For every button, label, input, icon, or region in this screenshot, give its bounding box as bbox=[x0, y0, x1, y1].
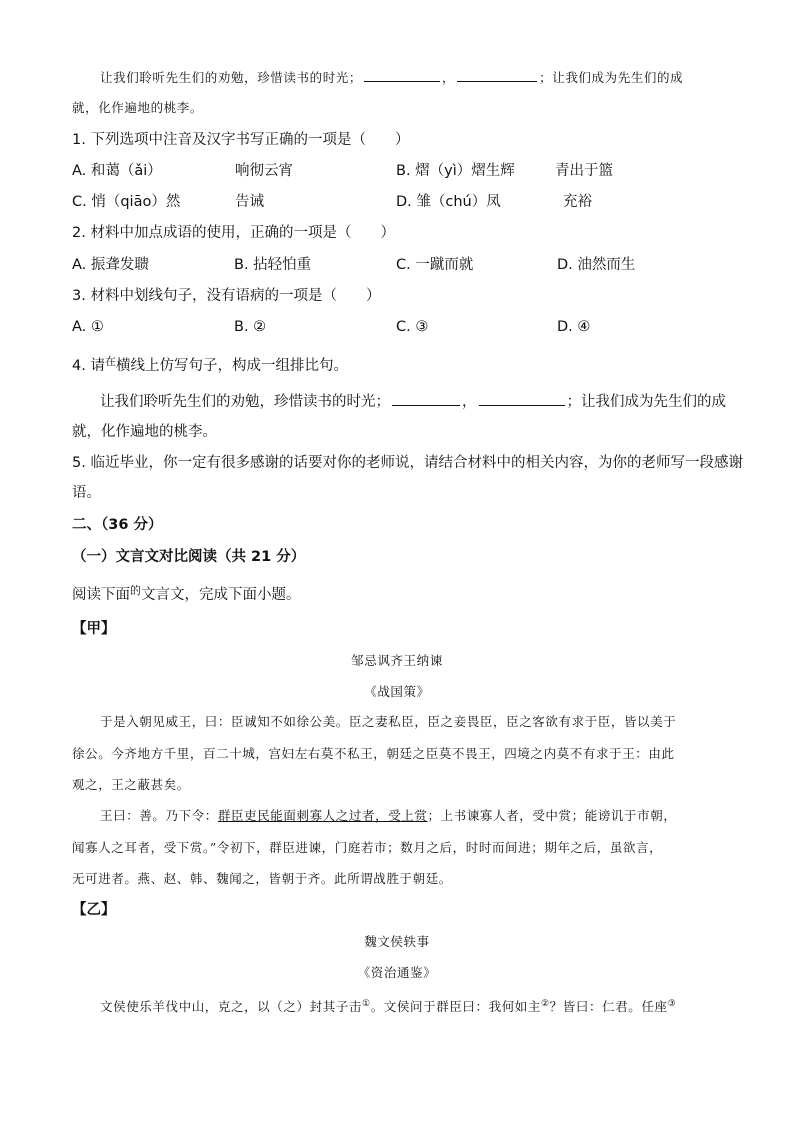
q4-stem-part: 4. 请 bbox=[72, 358, 105, 374]
question-2-stem: 2. 材料中加点成语的使用，正确的一项是（ ） bbox=[72, 225, 395, 241]
q1-option-a-word: 响彻云宵 bbox=[235, 163, 293, 179]
passage-jia-line-3: 观之，王之蔽甚矣。 bbox=[72, 777, 190, 792]
q4-stem-small: 在 bbox=[104, 355, 116, 368]
q1-option-d: D. 雏（chú）凤 bbox=[396, 194, 501, 210]
passage-yi-line-1 bbox=[100, 994, 676, 1017]
answer-blank bbox=[479, 391, 565, 406]
q1-option-c-word: 告诫 bbox=[235, 194, 264, 210]
yi-text: 文侯使乐羊伐中山，克之，以（之）封其子击 bbox=[100, 999, 363, 1015]
passage-yi-title: 魏文侯轶事 bbox=[364, 934, 430, 949]
yi-text: ？皆曰：仁君。任座 bbox=[549, 999, 668, 1015]
passage-jia-line-6: 无可进者。燕、赵、韩、魏闻之，皆朝于齐。此所谓战胜于朝廷。 bbox=[72, 871, 452, 886]
jia-underlined-text: 群臣吏民能面刺寡人之过者，受上赏 bbox=[217, 808, 428, 823]
q3-option-a: A. ① bbox=[72, 319, 104, 335]
intro-line-1: 让我们聆听先生们的劝勉，珍惜读书的时光； ， ；让我们成为先生们的成 bbox=[100, 67, 683, 88]
question-4-stem bbox=[72, 356, 348, 377]
passage-jia-line-2: 徐公。今齐地方千里，百二十城，宫妇左右莫不私王，朝廷之臣莫不畏王，四境之内莫不有求于王：由此 bbox=[72, 746, 675, 761]
passage-yi-source: 《资治通鉴》 bbox=[357, 965, 437, 980]
q4-text-b: ；让我们成为先生们的成 bbox=[566, 394, 726, 410]
q3-option-b: B. ② bbox=[234, 319, 267, 335]
q4-prompt-line-1: 让我们聆听先生们的劝勉，珍惜读书的时光； ， ；让我们成为先生们的成 bbox=[100, 391, 726, 412]
q2-option-a: A. 振聋发聩 bbox=[72, 257, 149, 273]
question-3-stem: 3. 材料中划线句子，没有语病的一项是（ ） bbox=[72, 288, 381, 304]
q3-option-d: D. ④ bbox=[557, 319, 591, 335]
jia-text: ；上书谏寡人者，受中赏；能谤讥于市朝， bbox=[427, 808, 677, 823]
jia-text: 王曰：善。乃下令： bbox=[100, 808, 218, 823]
q1-option-c: C. 悄（qiāo）然 bbox=[72, 194, 181, 210]
q4-text-a: 让我们聆听先生们的劝勉，珍惜读书的时光； bbox=[100, 394, 390, 410]
passage-jia-source: 《战国策》 bbox=[364, 684, 430, 699]
passage-yi-label: 【乙】 bbox=[72, 902, 116, 918]
answer-blank bbox=[457, 67, 537, 82]
q2-option-c: C. 一蹴而就 bbox=[396, 257, 474, 273]
instr-small: 的 bbox=[130, 584, 141, 597]
passage-jia-label: 【甲】 bbox=[72, 621, 116, 637]
instr-part: 文言文，完成下面小题。 bbox=[141, 587, 301, 603]
intro-text-a: 让我们聆听先生们的劝勉，珍惜读书的时光； bbox=[100, 70, 363, 85]
answer-blank bbox=[364, 67, 440, 82]
question-5-line-2: 语。 bbox=[72, 485, 101, 501]
q4-prompt-line-2: 就，化作遍地的桃李。 bbox=[72, 424, 217, 440]
intro-line-2: 就，化作遍地的桃李。 bbox=[72, 100, 204, 115]
passage-jia-line-4 bbox=[100, 806, 676, 826]
question-5-line-1: 5. 临近毕业，你一定有很多感谢的话要对你的老师说，请结合材料中的相关内容，为你的老师写一段感谢 bbox=[72, 455, 743, 471]
q4-stem-part: 横线上仿写句子，构成一组排比句。 bbox=[115, 358, 348, 374]
q1-option-b: B. 熠（yì）熠生辉 bbox=[396, 163, 515, 179]
section-2-title: 二、（36 分） bbox=[72, 517, 163, 533]
q2-option-d: D. 油然而生 bbox=[557, 257, 636, 273]
passage-jia-line-5: 闻寡人之耳者，受下赏。”令初下，群臣进谏，门庭若市；数月之后，时时而间进；期年之后，虽欲言， bbox=[72, 840, 663, 855]
q1-option-b-word: 青出于篮 bbox=[555, 163, 613, 179]
instr-part: 阅读下面 bbox=[72, 587, 130, 603]
q1-option-a: A. 和蔼（ǎi） bbox=[72, 163, 162, 179]
intro-text-b: ；让我们成为先生们的成 bbox=[539, 70, 684, 85]
section-2-subtitle: （一）文言文对比阅读（共 21 分） bbox=[72, 549, 306, 565]
passage-jia-line-1: 于是入朝见威王，曰：臣诚知不如徐公美。臣之妻私臣，臣之妾畏臣，臣之客欲有求于臣，皆以美于 bbox=[100, 714, 677, 729]
q1-option-d-word: 充裕 bbox=[563, 194, 592, 210]
footnote-marker: ① bbox=[362, 999, 371, 1009]
section-2-instruction bbox=[72, 585, 301, 606]
q3-option-c: C. ③ bbox=[396, 319, 429, 335]
answer-blank bbox=[392, 391, 460, 406]
passage-jia-title: 邹忌讽齐王纳谏 bbox=[351, 653, 443, 668]
yi-text: 。文侯问于群臣曰：我何如主 bbox=[370, 999, 541, 1015]
footnote-marker: ② bbox=[541, 999, 550, 1009]
q2-option-b: B. 拈轻怕重 bbox=[234, 257, 312, 273]
question-1-stem: 1. 下列选项中注音及汉字书写正确的一项是（ ） bbox=[72, 132, 410, 148]
footnote-marker: ③ bbox=[667, 999, 677, 1009]
